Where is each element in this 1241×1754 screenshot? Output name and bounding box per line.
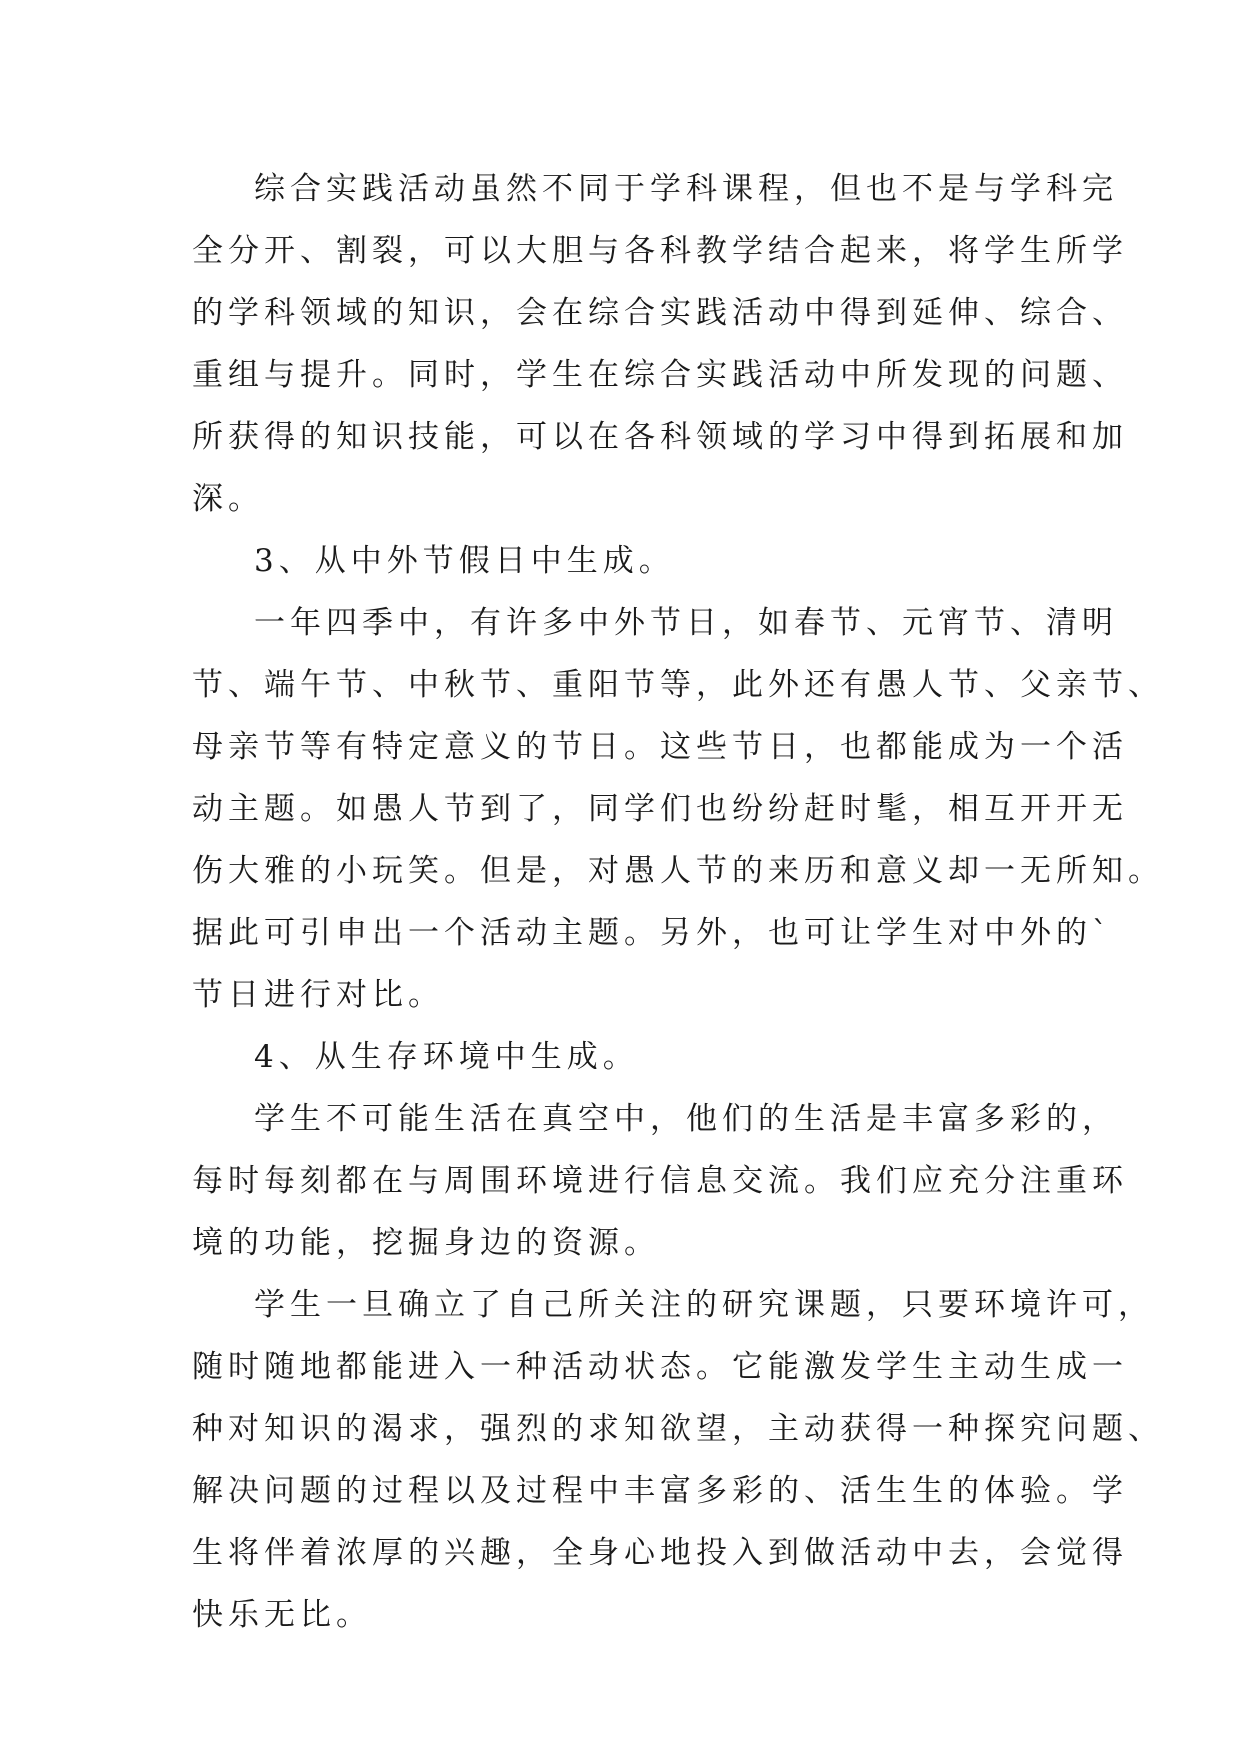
text-line: 动主题。如愚人节到了，同学们也纷纷赶时髦，相互开开无 (192, 791, 1128, 827)
section-heading: 4、从生存环境中生成。 (254, 1039, 639, 1075)
text-line: 快乐无比。 (192, 1597, 372, 1633)
text-line: 据此可引申出一个活动主题。另外，也可让学生对中外的` (192, 915, 1113, 951)
text-line: 随时随地都能进入一种活动状态。它能激发学生主动生成一 (192, 1349, 1128, 1385)
text-line: 解决问题的过程以及过程中丰富多彩的、活生生的体验。学 (192, 1473, 1128, 1509)
text-line: 一年四季中，有许多中外节日，如春节、元宵节、清明 (254, 605, 1118, 641)
text-line: 所获得的知识技能，可以在各科领域的学习中得到拓展和加 (192, 419, 1128, 455)
text-line: 学生不可能生活在真空中，他们的生活是丰富多彩的， (254, 1101, 1118, 1137)
text-line: 母亲节等有特定意义的节日。这些节日，也都能成为一个活 (192, 729, 1128, 765)
text-line: 节日进行对比。 (192, 977, 444, 1013)
text-line: 每时每刻都在与周围环境进行信息交流。我们应充分注重环 (192, 1163, 1128, 1199)
text-line: 深。 (192, 481, 264, 517)
text-line: 种对知识的渴求，强烈的求知欲望，主动获得一种探究问题、 (192, 1411, 1164, 1447)
text-line: 境的功能，挖掘身边的资源。 (192, 1225, 660, 1261)
text-line: 节、端午节、中秋节、重阳节等，此外还有愚人节、父亲节、 (192, 667, 1164, 703)
text-line: 综合实践活动虽然不同于学科课程，但也不是与学科完 (254, 171, 1118, 207)
text-line: 全分开、割裂，可以大胆与各科教学结合起来，将学生所学 (192, 233, 1128, 269)
text-line: 学生一旦确立了自己所关注的研究课题，只要环境许可， (254, 1287, 1154, 1323)
text-line: 重组与提升。同时，学生在综合实践活动中所发现的问题、 (192, 357, 1128, 393)
section-heading: 3、从中外节假日中生成。 (254, 543, 675, 579)
text-line: 伤大雅的小玩笑。但是，对愚人节的来历和意义却一无所知。 (192, 853, 1164, 889)
text-line: 生将伴着浓厚的兴趣，全身心地投入到做活动中去，会觉得 (192, 1535, 1128, 1571)
document-body (192, 158, 1164, 1646)
text-line: 的学科领域的知识，会在综合实践活动中得到延伸、综合、 (192, 295, 1128, 331)
